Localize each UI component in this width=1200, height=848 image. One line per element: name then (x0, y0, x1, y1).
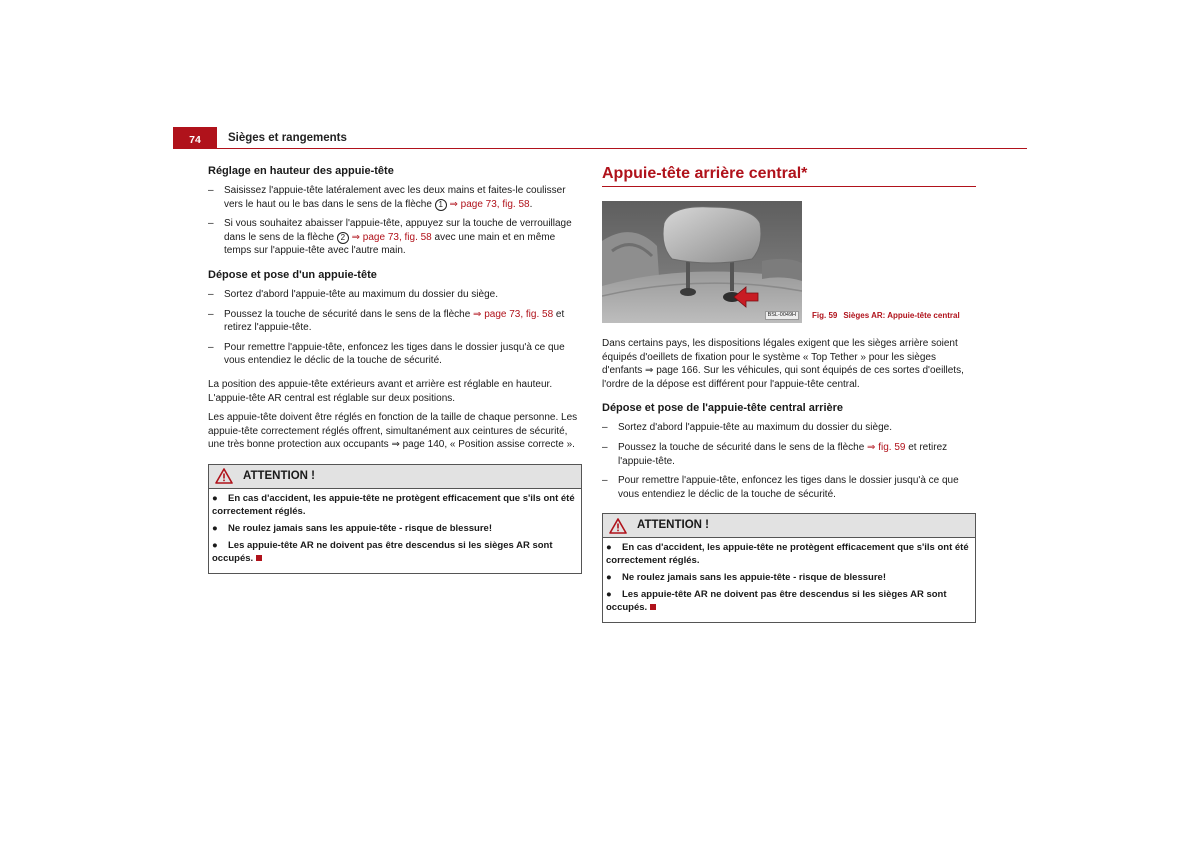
warning-text: Les appuie-tête AR ne doivent pas être descendus si les sièges AR sont occupés. (606, 589, 947, 614)
step-item (208, 217, 582, 258)
header-rule (217, 148, 1027, 149)
step-text: avec une main et en même temps sur l'appuie-tête avec l'autre main. (224, 231, 556, 257)
central-remove-heading: Dépose et pose de l'appuie-tête central arrière (602, 402, 844, 415)
warning-item (606, 588, 971, 614)
warning-title: ATTENTION ! (243, 469, 315, 482)
step-item (602, 421, 976, 435)
end-square-icon (650, 604, 656, 610)
height-adjust-steps (208, 184, 582, 258)
warning-item (212, 539, 577, 565)
page-number: 74 (173, 127, 217, 149)
dash-marker: – (208, 341, 214, 353)
figure-reference-link[interactable]: ⇒ fig. 59 (867, 441, 906, 453)
central-remove-steps (602, 421, 976, 501)
left-column (208, 164, 582, 574)
step-text: Sortez d'abord l'appuie-tête au maximum du dossier du siège. (618, 422, 892, 434)
page-reference-link[interactable]: ⇒ page 73, fig. 58 (351, 231, 432, 243)
step-item (208, 341, 582, 368)
bullet-icon: ● (606, 589, 612, 601)
warning-triangle-icon (215, 468, 233, 484)
remove-steps (208, 288, 582, 368)
headrest-figure-image (602, 201, 802, 323)
step-text: Poussez la touche de sécurité dans le sens de la flèche (618, 441, 868, 453)
main-heading: Appuie-tête arrière central* (602, 164, 976, 187)
step-text: Pour remettre l'appuie-tête, enfoncez les tiges dans le dossier jusqu'à ce que vous entendiez le déclic de la touche de sécurité. (224, 341, 565, 367)
warning-text: Ne roulez jamais sans les appuie-tête - risque de blessure! (228, 522, 492, 534)
step-text: Si vous souhaitez abaisser l'appuie-tête, appuyez sur la touche de verrouillage dans le sens de la flèche (224, 218, 572, 243)
dash-marker: – (602, 441, 608, 453)
warning-text: En cas d'accident, les appuie-tête ne protègent efficacement que s'ils ont été correctement réglés. (606, 542, 969, 567)
warning-text: Les appuie-tête AR ne doivent pas être descendus si les sièges AR sont occupés. (212, 539, 553, 564)
warning-text: Ne roulez jamais sans les appuie-tête - risque de blessure! (622, 572, 886, 584)
figure-caption (812, 311, 960, 321)
bullet-icon: ● (212, 539, 218, 551)
step-text: . (529, 198, 533, 210)
warning-box (208, 464, 582, 574)
bullet-icon: ● (212, 492, 218, 504)
warning-header (209, 465, 581, 489)
paragraph: Les appuie-tête doivent être réglés en fonction de la taille de chaque personne. Les appuie-tête correctement réglés offrent, simultanément aux ceintures de sécurité, une très bonne protection aux occupants ⇒ page 140, « Position assise correcte ». (208, 412, 578, 451)
step-item (208, 308, 582, 335)
warning-item (212, 492, 577, 518)
step-item (602, 441, 976, 468)
warning-box (602, 513, 976, 623)
step-text: Saisissez l'appuie-tête latéralement avec les deux mains et faites-le coulisser vers le haut ou le bas dans le sens de la flèche (224, 185, 566, 210)
step-text: et retirez l'appuie-tête. (618, 441, 948, 467)
figure-code: BSL-0049H (765, 311, 799, 320)
paragraph: Dans certains pays, les dispositions légales exigent que les sièges arrière soient équipés d'oeillets de fixation pour le système « Top Tether » pour les sièges d'enfants ⇒ page 166. Sur les véhicules, qui sont équipés de ces sortes d'oeillets, l'ordre de la dépose est différent pour l'appuie-tête central. (602, 338, 964, 390)
warning-body (209, 489, 581, 573)
figure-caption-text: Sièges AR: Appuie-tête central (843, 311, 960, 320)
dash-marker: – (208, 308, 214, 320)
step-text: Sortez d'abord l'appuie-tête au maximum du dossier du siège. (224, 288, 498, 300)
bullet-icon: ● (606, 542, 612, 554)
step-text: et retirez l'appuie-tête. (224, 308, 565, 334)
warning-item (606, 571, 971, 584)
callout-number: 1 (435, 199, 447, 211)
height-adjust-heading: Réglage en hauteur des appuie-tête (208, 165, 394, 177)
bullet-icon: ● (606, 572, 612, 584)
step-item (208, 184, 582, 211)
warning-triangle-icon (609, 518, 627, 534)
right-column (602, 164, 976, 623)
figure-label: Fig. 59 (812, 311, 838, 320)
warning-header (603, 514, 975, 538)
section-title: Sièges et rangements (228, 132, 347, 144)
dash-marker: – (208, 185, 214, 196)
warning-item (606, 541, 971, 567)
dash-marker: – (208, 288, 214, 300)
headrest-illustration (602, 201, 802, 323)
remove-heading: Dépose et pose d'un appuie-tête (208, 268, 377, 281)
dash-marker: – (208, 218, 214, 230)
step-text: Pour remettre l'appuie-tête, enfoncez les tiges dans le dossier jusqu'à ce que vous entendiez le déclic de la touche de sécurité. (618, 475, 959, 500)
warning-text: En cas d'accident, les appuie-tête ne protègent efficacement que s'ils ont été correctement réglés. (212, 492, 575, 517)
warning-title: ATTENTION ! (637, 519, 709, 532)
end-square-icon (256, 555, 262, 561)
callout-number: 2 (337, 232, 349, 244)
step-text: Poussez la touche de sécurité dans le sens de la flèche (224, 308, 474, 320)
warning-item (212, 522, 577, 535)
dash-marker: – (602, 422, 608, 434)
page-reference-link[interactable]: ⇒ page 73, fig. 58 (473, 308, 554, 320)
paragraph: La position des appuie-tête extérieurs avant et arrière est réglable en hauteur. L'appuie-tête AR central est réglable sur deux positions. (208, 378, 553, 404)
step-item (602, 474, 976, 501)
warning-body (603, 538, 975, 622)
step-item (208, 288, 582, 302)
bullet-icon: ● (212, 522, 218, 534)
page-reference-link[interactable]: ⇒ page 73, fig. 58 (449, 198, 530, 210)
dash-marker: – (602, 475, 608, 487)
figure-row (602, 201, 976, 323)
